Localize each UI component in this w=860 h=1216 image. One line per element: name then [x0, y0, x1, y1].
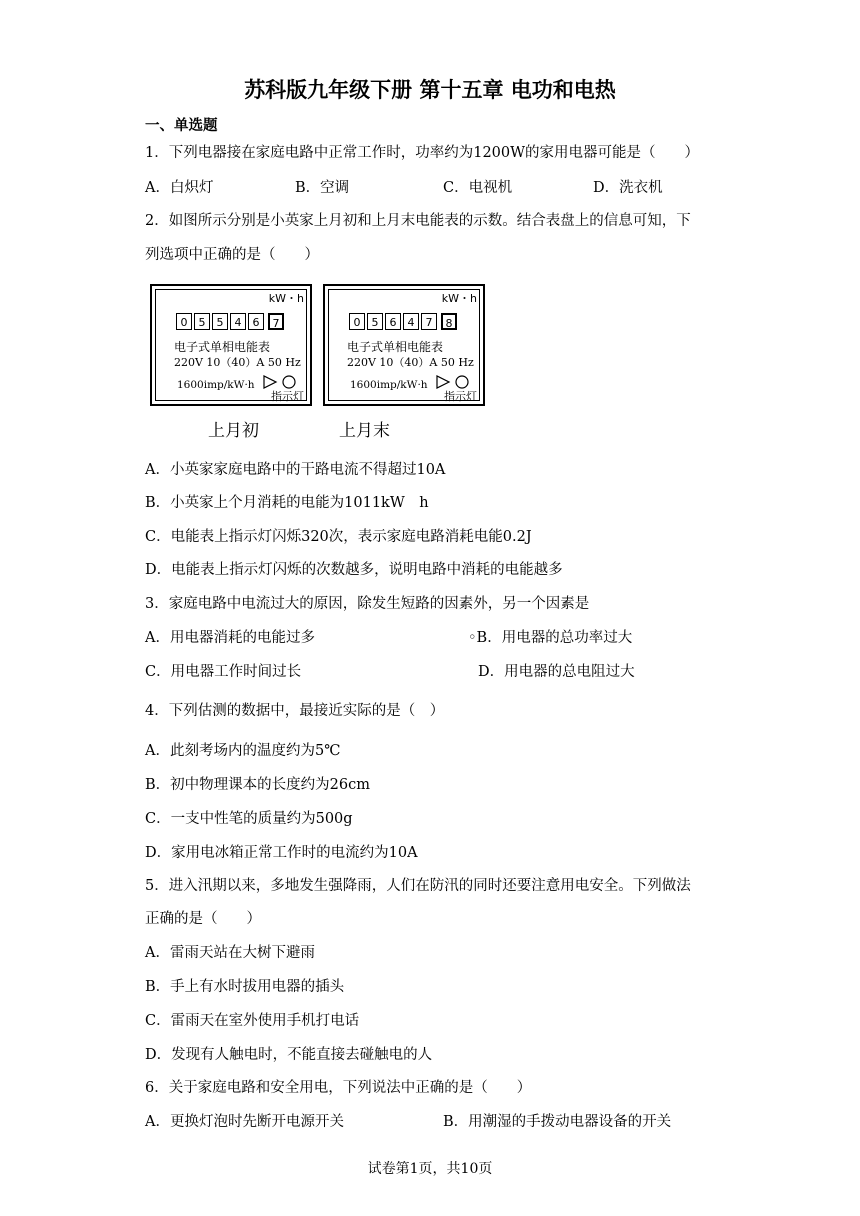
meter-digit: 0	[176, 313, 192, 330]
meter-digit: 4	[403, 313, 419, 330]
question-1-option-b: B．空调	[295, 180, 350, 196]
question-5-option-c: C．雷雨天在室外使用手机打电话	[145, 1013, 360, 1029]
question-6-option-b: B．用潮湿的手拨动电器设备的开关	[443, 1114, 672, 1130]
question-1-stem: 1．下列电器接在家庭电路中正常工作时，功率约为1200W的家用电器可能是（ ）	[145, 145, 700, 161]
meter-digit: 6	[385, 313, 401, 330]
meter-digit: 7	[421, 313, 437, 330]
question-1-option-d: D．洗衣机	[593, 180, 663, 196]
question-4-option-d: D．家用电冰箱正常工作时的电流约为10A	[145, 845, 418, 861]
question-3-option-c: C．用电器工作时间过长	[145, 664, 302, 680]
meter-decimal-digit: 8	[441, 313, 457, 330]
meter-digit: 5	[212, 313, 228, 330]
question-6-stem: 6．关于家庭电路和安全用电，下列说法中正确的是（ ）	[145, 1080, 532, 1096]
section-heading: 一、单选题	[145, 118, 218, 134]
meter-spec: 220V 10（40）A 50 Hz	[347, 356, 474, 369]
question-3-option-a: A．用电器消耗的电能过多	[145, 630, 315, 646]
indicator-label: 指示灯	[271, 390, 304, 403]
meter-name: 电子式单相电能表	[347, 340, 444, 354]
question-5-option-a: A．雷雨天站在大树下避雨	[145, 945, 315, 961]
meter-start-of-month	[150, 284, 312, 406]
meter-name: 电子式单相电能表	[174, 340, 271, 354]
meter-end-of-month	[323, 284, 485, 406]
page-title: 苏科版九年级下册 第十五章 电功和电热	[244, 78, 616, 102]
meter-decimal-digit: 7	[268, 313, 284, 330]
meter-unit: kW・h	[441, 292, 477, 305]
question-1-option-c: C．电视机	[443, 180, 513, 196]
question-3-stem: 3．家庭电路中电流过大的原因，除发生短路的因素外，另一个因素是	[145, 596, 590, 612]
meter-impulse-constant: 1600imp/kW·h	[177, 379, 255, 391]
question-2-option-d: D．电能表上指示灯闪烁的次数越多，说明电路中消耗的电能越多	[145, 562, 563, 578]
meter-digit: 4	[230, 313, 246, 330]
question-5-stem-cont: 正确的是（ ）	[145, 911, 261, 927]
page-footer: 试卷第1页，共10页	[367, 1161, 493, 1177]
meter-spec: 220V 10（40）A 50 Hz	[174, 356, 301, 369]
meter-impulse-constant: 1600imp/kW·h	[350, 379, 428, 391]
question-3-option-d: D．用电器的总电阻过大	[478, 664, 635, 680]
meter-digits	[176, 313, 286, 330]
meter-caption-end: 上月末	[339, 421, 390, 441]
question-4-stem: 4．下列估测的数据中，最接近实际的是（ ）	[145, 703, 445, 719]
question-4-option-b: B．初中物理课本的长度约为26cm	[145, 777, 370, 793]
meter-digit: 0	[349, 313, 365, 330]
question-2-stem: 2．如图所示分别是小英家上月初和上月末电能表的示数。结合表盘上的信息可知，下	[145, 213, 691, 229]
question-6-option-a: A．更换灯泡时先断开电源开关	[145, 1114, 344, 1130]
question-5-option-b: B．手上有水时拔用电器的插头	[145, 979, 345, 995]
question-2-option-a: A．小英家家庭电路中的干路电流不得超过10A	[145, 462, 446, 478]
meter-caption-start: 上月初	[208, 421, 259, 441]
question-1-option-a: A．白炽灯	[145, 180, 214, 196]
question-5-option-d: D．发现有人触电时，不能直接去碰触电的人	[145, 1047, 433, 1063]
question-2-stem-cont: 列选项中正确的是（ ）	[145, 247, 319, 263]
question-3-option-b: ◦B．用电器的总功率过大	[468, 630, 633, 646]
meter-digit: 5	[367, 313, 383, 330]
question-4-option-a: A．此刻考场内的温度约为5℃	[145, 743, 341, 759]
meter-unit: kW・h	[268, 292, 304, 305]
question-2-option-c: C．电能表上指示灯闪烁320次，表示家庭电路消耗电能0.2J	[145, 529, 532, 545]
meter-digits	[349, 313, 459, 330]
question-5-stem: 5．进入汛期以来，多地发生强降雨，人们在防汛的同时还要注意用电安全。下列做法	[145, 878, 691, 894]
meter-digit: 5	[194, 313, 210, 330]
question-4-option-c: C．一支中性笔的质量约为500g	[145, 811, 353, 827]
meter-digit: 6	[248, 313, 264, 330]
indicator-label: 指示灯	[444, 390, 477, 403]
question-2-option-b: B．小英家上个月消耗的电能为1011kW h	[145, 495, 429, 511]
